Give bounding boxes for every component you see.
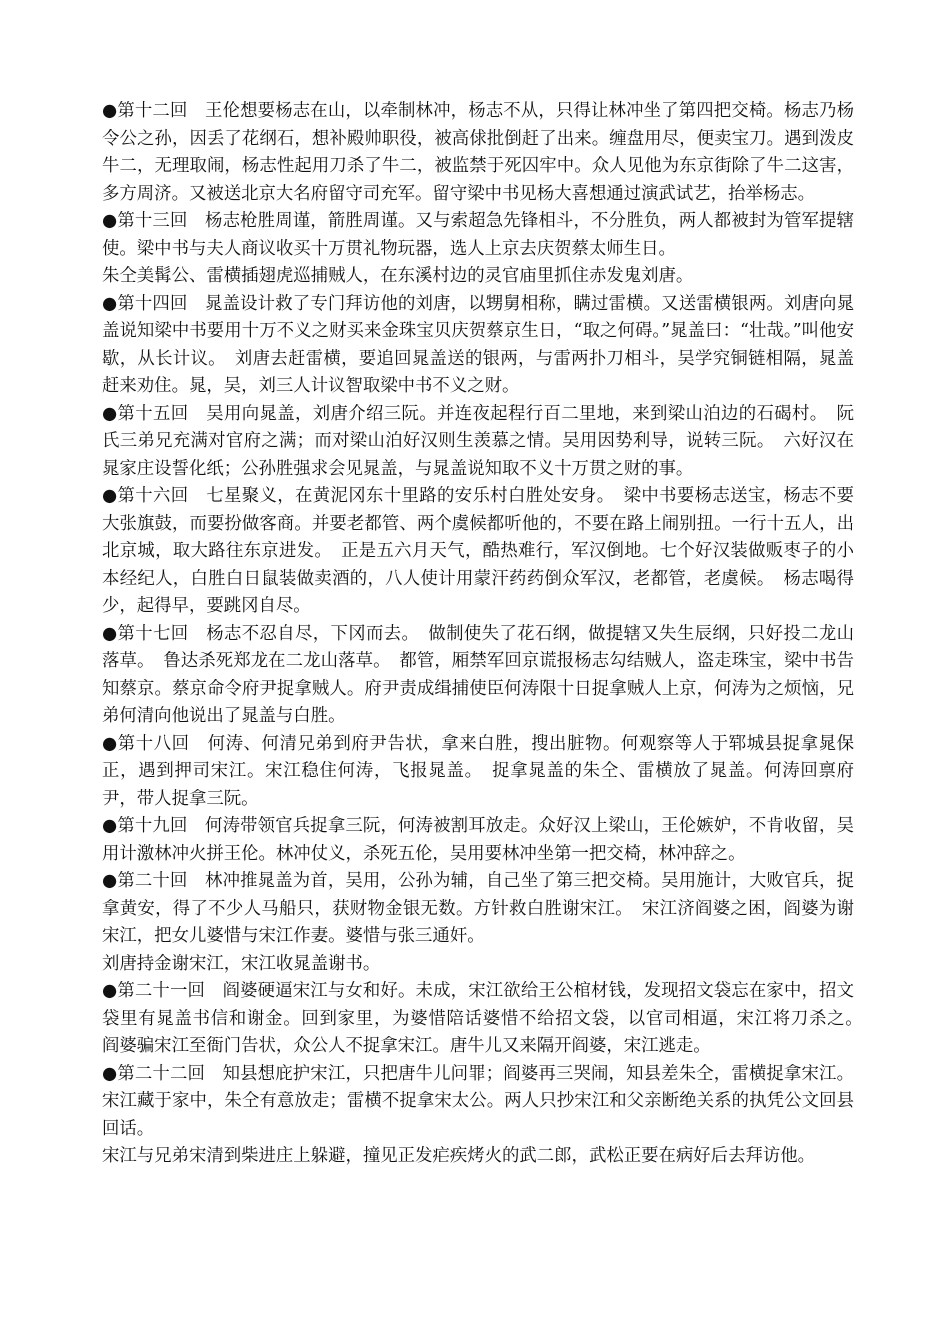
paragraph-chapter-13-cont: 朱仝美髯公、雷横插翅虎巡捕贼人，在东溪村边的灵官庙里抓住赤发鬼刘唐。 — [102, 266, 694, 286]
paragraph-chapter-17: ●第十七回 杨志不忍自尽，下冈而去。 做制使失了花石纲，做提辖又失生辰纲，只好投二龙山落草。 鲁达杀死郑龙在二龙山落草。 都管，厢禁军回京谎报杨志勾结贼人，盗走珠宝，梁中书告知蔡京。蔡京命令府尹捉拿贼人。府尹责成缉捕使臣何涛限十日捉拿贼人上京，何涛为之烦恼，兄弟何清向他说出了晁盖与白胜。 — [102, 623, 854, 726]
paragraph-chapter-15: ●第十五回 吴用向晁盖，刘唐介绍三阮。并连夜起程行百二里地，来到梁山泊边的石碣村。 阮氏三弟兄充满对官府之满；而对梁山泊好汉则生羡慕之情。吴用因势利导，说转三阮。 六好汉在晁家庄设誓化纸；公孙胜强求会见晁盖，与晁盖说知取不义十万贯之财的事。 — [102, 403, 854, 479]
paragraph-chapter-18: ●第十八回 何涛、何清兄弟到府尹告状，拿来白胜，搜出脏物。何观察等人于郓城县捉拿晁保正，遇到押司宋江。宋江稳住何涛，飞报晁盖。 捉拿晁盖的朱仝、雷横放了晁盖。何涛回禀府尹，带人捉拿三阮。 — [102, 733, 854, 809]
paragraph-chapter-19: ●第十九回 何涛带领官兵捉拿三阮，何涛被割耳放走。众好汉上梁山，王伦嫉妒，不肯收留，吴用计激林冲火拼王伦。林冲仗义，杀死五伦，吴用要林冲坐第一把交椅，林冲辞之。 — [102, 816, 854, 864]
paragraph-chapter-20-cont: 刘唐持金谢宋江，宋江收晁盖谢书。 — [102, 953, 381, 974]
paragraph-chapter-12: ●第十二回 王伦想要杨志在山，以牵制林冲，杨志不从，只得让林冲坐了第四把交椅。杨志乃杨令公之孙，因丢了花纲石，想补殿帅职役，被高俅批倒赶了出来。缠盘用尽，便卖宝刀。遇到泼皮牛二，无理取闹，杨志性起用刀杀了牛二，被监禁于死囚牢中。众人见他为东京街除了牛二这害，多方周济。又被送北京大名府留守司充军。留守梁中书见杨大喜想通过演武试艺，抬举杨志。 — [102, 101, 854, 204]
paragraph-chapter-21: ●第二十一回 阎婆硬逼宋江与女和好。未成，宋江欲给王公棺材钱，发现招文袋忘在家中，招文袋里有晁盖书信和谢金。回到家里，为婆惜陪话婆惜不给招文袋，以官司相逼，宋江将刀杀之。 阎婆骗宋江至衙门告状，众公人不捉拿宋江。唐牛儿又来隔开阎婆，宋江逃走。 — [102, 981, 872, 1056]
document-body — [102, 98, 872, 1171]
paragraph-chapter-14: ●第十四回 晁盖设计救了专门拜访他的刘唐，以甥舅相称，瞒过雷横。又送雷横银两。刘唐向晁盖说知梁中书要用十万不义之财买来金珠宝贝庆贺蔡京生日，“取之何碍。”晁盖曰：“壮哉。”叫他安歇，从长计议。 刘唐去赶雷横，要追回晁盖送的银两，与雷两扑刀相斗，吴学究铜链相隔，晁盖赶来劝住。晁，吴，刘三人计议智取梁中书不义之财。 — [102, 293, 854, 396]
paragraph-chapter-16: ●第十六回 七星聚义，在黄泥冈东十里路的安乐村白胜处安身。 梁中书要杨志送宝，杨志不要大张旗鼓，而要扮做客商。并要老都管、两个虞候都听他的，不要在路上闹别扭。一行十五人，出北京城，取大路往东京进发。 正是五六月天气，酷热难行，军汉倒地。七个好汉装做贩枣子的小本经纪人，白胜白日鼠装做卖酒的，八人使计用蒙汗药药倒众军汉，老都管，老虞候。 杨志喝得少，起得早，要跳冈自尽。 — [102, 486, 854, 616]
paragraph-chapter-20: ●第二十回 林冲推晁盖为首，吴用，公孙为辅，自己坐了第三把交椅。吴用施计，大败官兵，捉拿黄安，得了不少人马船只，获财物金银无数。方针救白胜谢宋江。 宋江济阎婆之困，阎婆为谢宋江，把女儿婆惜与宋江作妻。婆惜与张三通奸。 — [102, 871, 854, 946]
paragraph-chapter-22: ●第二十二回 知县想庇护宋江，只把唐牛儿问罪；阎婆再三哭闹，知县差朱仝，雷横捉拿宋江。宋江藏于家中，朱仝有意放走；雷横不捉拿宋太公。两人只抄宋江和父亲断绝关系的执凭公文回县回话。 — [102, 1063, 854, 1139]
paragraph-chapter-22-cont: 宋江与兄弟宋清到柴进庄上躲避，撞见正发疟疾烤火的武二郎，武松正要在病好后去拜访他。 — [102, 1146, 816, 1166]
paragraph-chapter-13: ●第十三回 杨志枪胜周谨，箭胜周谨。又与索超急先锋相斗，不分胜负，两人都被封为管军提辖使。梁中书与夫人商议收买十万贯礼物玩器，选人上京去庆贺蔡太师生日。 — [102, 211, 854, 259]
